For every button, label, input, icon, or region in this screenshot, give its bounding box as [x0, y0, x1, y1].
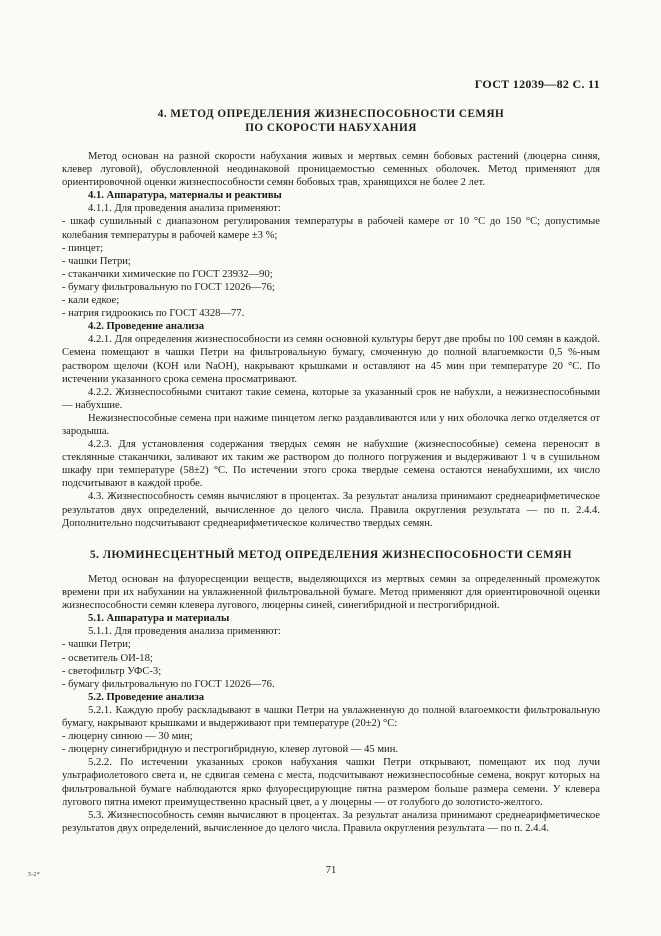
section5-body — [62, 573, 600, 835]
paragraph-5-3: 5.3. Жизнеспособность семян вычисляют в процентах. За результат анализа принимают среднеарифметическое результатов двух определений, вычисленное до целого числа. Правила округления результата — по п. 2.4.4. — [62, 809, 600, 834]
list-item: - кали едкое; — [62, 295, 120, 307]
paragraph-5-2-1: 5.2.1. Каждую пробу раскладывают в чашки Петри на увлажненную до полной влагоемкости фильтровальную бумагу, накрывают крышками и выдерживают при температуре (20±2) °С: — [62, 704, 600, 730]
section5-1-heading: 5.1. Аппаратура и материалы — [88, 613, 230, 625]
list-item: - люцерну синюю — 30 мин; — [62, 731, 193, 743]
footer-print-mark: 5-2* — [28, 871, 40, 878]
page-number: 71 — [325, 865, 337, 876]
section4-body — [62, 150, 600, 530]
section5-1-1: 5.1.1. Для проведения анализа применяют: — [88, 626, 281, 638]
paragraph-4-3: 4.3. Жизнеспособность семян вычисляют в процентах. За результат анализа принимают среднеарифметическое результатов двух определений, вычисленное до целого числа. Правила округления результата — по п. 2.4.4. Дополнительно подсчитывают среднеарифметическое количество твердых семян. — [62, 491, 600, 529]
paragraph-4-2-2: 4.2.2. Жизнеспособными считают такие семена, которые за указанный срок не набухли, а нежизнеспособными — набухшие. — [62, 386, 600, 411]
section4-1-1: 4.1.1. Для проведения анализа применяют: — [88, 203, 281, 215]
section5-2-heading: 5.2. Проведение анализа — [88, 691, 204, 703]
list-item: - натрия гидроокись по ГОСТ 4328—77. — [62, 308, 245, 320]
document-page — [28, 0, 600, 936]
list-item: - пинцет; — [62, 242, 104, 254]
paragraph-4-2-2b: Нежизнеспособные семена при нажиме пинцетом легко раздавливаются или у них оболочка легко отделяется от зародыша. — [62, 412, 600, 437]
list-item: - бумагу фильтровальную по ГОСТ 12026—76; — [62, 281, 275, 293]
list-item: - бумагу фильтровальную по ГОСТ 12026—76. — [62, 678, 275, 690]
list-item: - чашки Петри; — [62, 639, 131, 651]
paragraph-4-2-1: 4.2.1. Для определения жизнеспособности из семян основной культуры берут две пробы по 100 семян в каждой. Семена помещают в чашки Петри на фильтровальную бумагу, смоченную до полной влагоемкости 0,5 %-ным раствором щелочи (КОН или NaOH), накрывают крышками и оставляют на 45 мин при температуре 20 °С. По истечении указанного срока семена просматривают. — [62, 334, 600, 385]
list-item: - осветитель ОИ-18; — [62, 652, 153, 664]
section5-title: 5. ЛЮМИНЕСЦЕНТНЫЙ МЕТОД ОПРЕДЕЛЕНИЯ ЖИЗНЕСПОСОБНОСТИ СЕМЯН — [90, 549, 572, 561]
list-item: - шкаф сушильный с диапазоном регулирования температуры в рабочей камере от 10 °С до 150 °С; допустимые колебания температуры в рабочей камере ±3 %; — [62, 216, 600, 241]
section5-intro: Метод основан на флуоресценции веществ, выделяющихся из мертвых семян за определенный промежуток времени при их набухании на увлажненной фильтровальной бумаге. Метод применяют для ориентировочной оценки жизнеспособности семян клевера лугового, люцерны синей, синегибридной и пестрогибридной. — [62, 574, 600, 612]
section4-title-line2: ПО СКОРОСТИ НАБУХАНИЯ — [245, 122, 417, 134]
section4-2-heading: 4.2. Проведение анализа — [88, 321, 204, 333]
paragraph-5-2-2: 5.2.2. По истечении указанных сроков набухания чашки Петри открывают, помещают их под лучи ультрафиолетового света и, не сдвигая семена с места, подсчитывают нежизнеспособные семена, вокруг которых на фильтровальной бумаге наблюдаются ярко флуоресцирующие пятна размером больше размера семени. У клевера лугового пятна имеют преимущественно красный цвет, а у люцерны — от голубого до золотисто-желтого. — [62, 757, 600, 808]
paragraph-4-2-3: 4.2.3. Для установления содержания твердых семян не набухшие (жизнеспособные) семена переносят в стеклянные стаканчики, заливают их таким же раствором до полного погружения и выдерживают 1 ч в сушильном шкафу при температуре (58±2) °С. По истечении этого срока твердые семена остаются ненабухшими, их число подсчитывают в каждой пробе. — [62, 439, 600, 490]
section4-1-heading: 4.1. Аппаратура, материалы и реактивы — [88, 190, 282, 202]
list-item: - стаканчики химические по ГОСТ 23932—90; — [62, 268, 273, 280]
section4-title-line1: 4. МЕТОД ОПРЕДЕЛЕНИЯ ЖИЗНЕСПОСОБНОСТИ СЕМЯН — [157, 108, 505, 120]
list-item: - чашки Петри; — [62, 255, 131, 267]
section4-intro: Метод основан на разной скорости набухания живых и мертвых семян бобовых растений (люцерна синяя, клевер луговой), обусловленной неодинаковой проницаемостью семенных оболочек. Метод применяют для ориентировочной оценки жизнеспособности семян бобовых трав, хранящихся не более 2 лет. — [62, 151, 600, 189]
running-header: ГОСТ 12039—82 С. 11 — [474, 77, 600, 91]
list-item: - люцерну синегибридную и пестрогибридную, клевер луговой — 45 мин. — [62, 744, 399, 756]
list-item: - светофильтр УФС-3; — [62, 665, 162, 677]
